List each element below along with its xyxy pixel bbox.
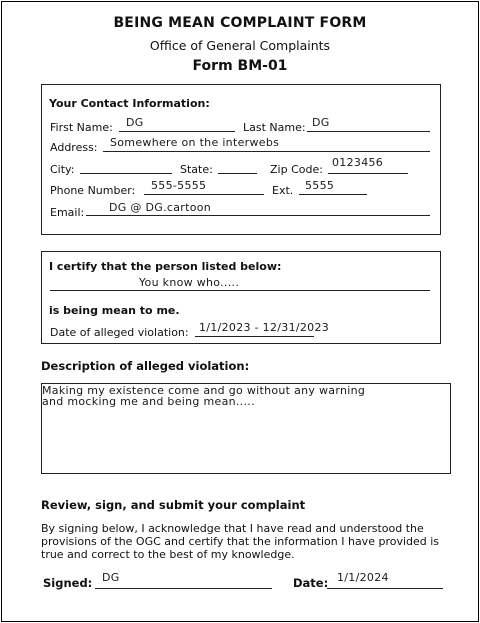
last-name-value: DG	[312, 116, 330, 129]
address-field[interactable]	[103, 151, 430, 152]
person-field[interactable]	[50, 290, 430, 291]
violation-date-label: Date of alleged violation:	[50, 326, 189, 339]
zip-label: Zip Code:	[270, 163, 323, 176]
violation-date-field[interactable]	[195, 336, 314, 337]
first-name-field[interactable]	[119, 131, 235, 132]
phone-field[interactable]	[144, 194, 264, 195]
zip-value: 0123456	[332, 156, 384, 169]
sign-date-value: 1/1/2024	[337, 571, 389, 584]
signature-field[interactable]	[95, 588, 272, 589]
last-name-field[interactable]	[307, 131, 430, 132]
email-field[interactable]	[86, 215, 430, 216]
signed-label: Signed:	[43, 576, 93, 590]
zip-field[interactable]	[328, 173, 408, 174]
first-name-label: First Name:	[50, 121, 113, 134]
signature-value: DG	[102, 571, 120, 584]
address-label: Address:	[50, 141, 98, 154]
description-heading: Description of alleged violation:	[41, 359, 250, 373]
ext-field[interactable]	[299, 194, 367, 195]
contact-heading: Your Contact Information:	[49, 97, 210, 110]
certification-statement: By signing below, I acknowledge that I have read and understood the provisions of the OGC and certify that the information I have provided is true and correct to the best of my knowledge.	[41, 522, 440, 561]
violation-date-value: 1/1/2023 - 12/31/2023	[199, 321, 330, 334]
description-line-1: Making my existence come and go without any warning	[42, 384, 366, 397]
sign-date-field[interactable]	[327, 588, 443, 589]
sign-date-label: Date:	[293, 576, 329, 590]
first-name-value: DG	[126, 116, 144, 129]
certify-heading: I certify that the person listed below:	[49, 260, 282, 273]
description-line-2: and mocking me and being mean.....	[42, 395, 255, 408]
review-heading: Review, sign, and submit your complaint	[41, 498, 306, 512]
ext-label: Ext.	[272, 184, 294, 197]
city-label: City:	[50, 163, 75, 176]
city-field[interactable]	[80, 173, 172, 174]
form-number: Form BM-01	[192, 58, 288, 74]
person-value: You know who.....	[139, 276, 240, 289]
email-value: DG @ DG.cartoon	[109, 201, 212, 214]
phone-label: Phone Number:	[50, 184, 136, 197]
being-mean-label: is being mean to me.	[49, 304, 180, 317]
state-label: State:	[180, 163, 213, 176]
last-name-label: Last Name:	[243, 121, 306, 134]
email-label: Email:	[50, 206, 85, 219]
office-name: Office of General Complaints	[149, 38, 331, 53]
state-field[interactable]	[218, 173, 257, 174]
form-title: BEING MEAN COMPLAINT FORM	[113, 15, 367, 31]
ext-value: 5555	[305, 179, 335, 192]
phone-value: 555-5555	[151, 179, 207, 192]
address-value: Somewhere on the interwebs	[110, 136, 280, 149]
